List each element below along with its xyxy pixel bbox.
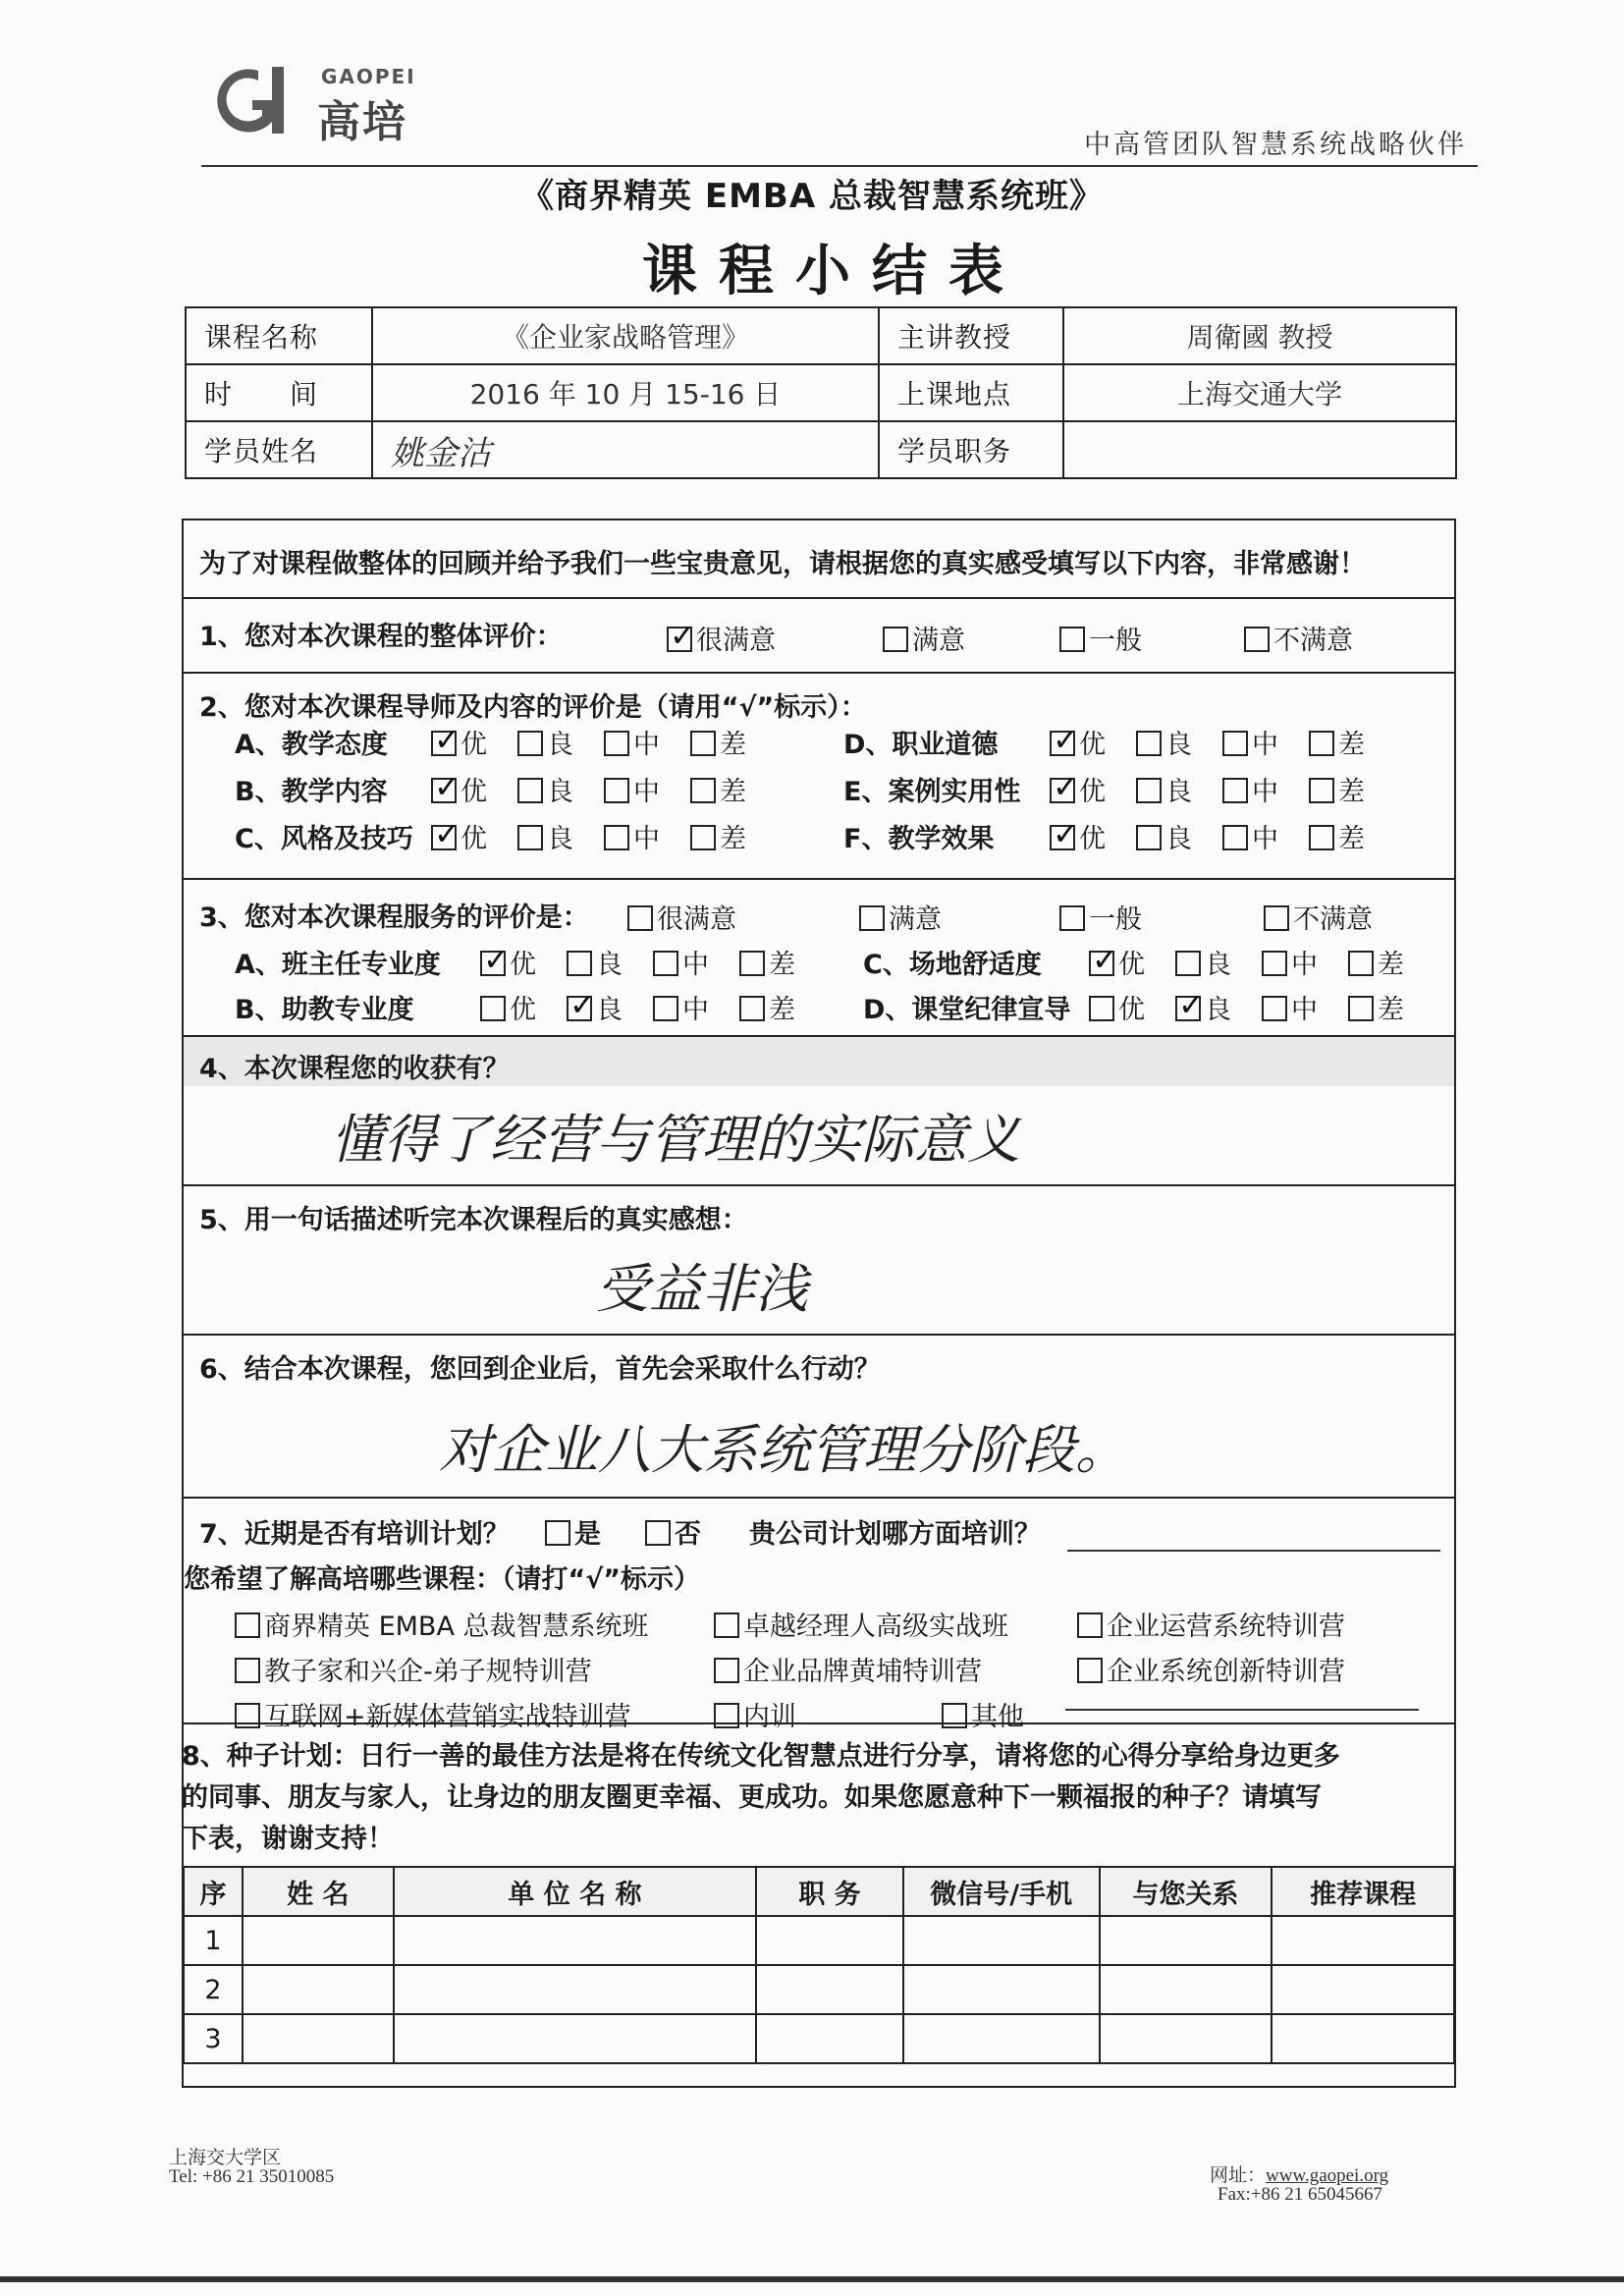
q3-rating-option[interactable]: 优 [1089,988,1175,1026]
seed-course-cell[interactable] [1272,1916,1454,1965]
q7-plan-input-line[interactable] [1067,1550,1440,1552]
checkbox-icon [1077,1613,1103,1638]
q3-label: 3、您对本次课程服务的评价是： [199,902,589,933]
q8-intro-line-1: 8、种子计划：日行一善的最佳方法是将在传统文化智慧点进行分享，请将您的心得分享给身边更多 [182,1741,1340,1772]
checkbox-icon [859,905,885,931]
checkbox-icon [1175,951,1201,976]
q2-rating-row [235,770,777,808]
q2-rating-row [235,723,777,761]
seed-column-header: 姓 名 [243,1867,394,1916]
question-4 [184,1035,1454,1186]
q3-item-label: C、场地舒适度 [863,950,1042,980]
checkbox-icon [739,996,765,1021]
course-option[interactable]: 企业运营系统特训营 [1077,1605,1345,1643]
q5-answer[interactable]: 受益非浅 [596,1258,808,1320]
q2-rating-option[interactable]: 良 [517,770,604,808]
q3-item-label: D、课堂纪律宣导 [863,995,1071,1025]
q2-rating-option[interactable]: 差 [690,723,777,761]
q3-rating-option[interactable]: 良 [567,943,653,981]
checkbox-icon [431,825,457,850]
professor-label: 主讲教授 [879,307,1063,364]
checkbox-icon [1309,825,1334,850]
checkbox-icon [883,627,908,652]
checkbox-icon [1136,825,1162,850]
q2-rating-row [843,770,1395,808]
question-7 [184,1497,1454,1732]
checkbox-icon [653,996,678,1021]
q2-rating-option[interactable]: 良 [1136,770,1222,808]
venue-label: 上课地点 [879,364,1063,421]
q3-rating-row [863,988,1435,1026]
q2-rating-row [235,817,777,855]
course-option[interactable]: 互联网+新媒体营销实战特训营 [235,1695,631,1733]
q2-rating-option[interactable]: ✓ 优 [1050,817,1136,855]
checkbox-icon [604,778,629,803]
q8-intro-line-3: 下表，谢谢支持！ [182,1824,394,1854]
q1-option[interactable]: 不满意 [1244,619,1353,657]
question-3 [184,878,1454,1037]
q2-rating-option[interactable]: 差 [690,817,777,855]
q2-rating-option[interactable]: ✓ 优 [431,817,517,855]
seed-name-cell[interactable] [243,2014,394,2063]
checkbox-icon [1348,951,1374,976]
checkbox-icon [1244,627,1270,652]
checkbox-icon [480,996,506,1021]
checkbox-icon [1136,778,1162,803]
checkbox-icon [714,1658,739,1683]
seed-relation-cell[interactable] [1100,2014,1272,2063]
q2-item-label: B、教学内容 [235,777,388,807]
seed-column-header: 微信号/手机 [903,1867,1100,1916]
q2-rating-option[interactable]: 差 [1309,723,1395,761]
q2-rating-row [843,817,1395,855]
q7-plan-question: 贵公司计划哪方面培训？ [749,1519,1041,1550]
seed-row-number: 2 [184,1965,243,2014]
professor-value: 周衛國 教授 [1063,307,1456,364]
q2-item-label: C、风格及技巧 [235,824,413,854]
q3-rating-option[interactable]: 中 [653,943,739,981]
question-1 [184,597,1454,674]
q2-rating-option[interactable]: 良 [1136,723,1222,761]
q3-rating-option[interactable]: 优 [480,988,567,1026]
q5-label: 5、用一句话描述听完本次课程后的真实感想： [199,1205,748,1235]
q2-rating-option[interactable]: 中 [604,817,690,855]
venue-value: 上海交通大学 [1063,364,1456,421]
checkbox-icon [1309,778,1334,803]
course-option[interactable]: 内训 [714,1695,796,1733]
company-logo [201,61,437,147]
checkbox-icon [1059,905,1085,931]
q2-rating-option[interactable]: 良 [1136,817,1222,855]
checkbox-icon [480,951,506,976]
seed-row-number: 1 [184,1916,243,1965]
logo-cn-text: 高培 [317,97,407,147]
student-name-label: 学员姓名 [186,421,372,478]
q2-rating-option[interactable]: 中 [1222,817,1309,855]
footer-fax: Fax:+86 21 65045667 [1218,2184,1382,2205]
q6-answer[interactable]: 对企业八大系统管理分阶段。 [439,1419,1128,1481]
q3-rating-option[interactable]: 中 [1262,988,1348,1026]
q7-courses-label: 您希望了解高培哪些课程：（请打“√”标示） [184,1564,700,1595]
question-2 [184,672,1454,880]
q2-rating-option[interactable]: 差 [1309,770,1395,808]
checkbox-icon [1264,905,1289,931]
info-row [186,421,1456,478]
table-row [184,1965,1454,2014]
time-label: 时 间 [186,364,372,421]
q7-label: 7、近期是否有培训计划？ [199,1519,510,1550]
q3-rating-option[interactable]: ✓ 优 [480,943,567,981]
seed-title-cell[interactable] [756,2014,903,2063]
seed-row-number: 3 [184,2014,243,2063]
q7-no-option[interactable]: 否 [645,1512,701,1551]
q7-yes-option[interactable]: 是 [545,1512,601,1551]
checkbox-icon [1050,778,1075,803]
seed-name-cell[interactable] [243,1916,394,1965]
q2-rating-option[interactable]: ✓ 优 [1050,723,1136,761]
seed-company-cell[interactable] [394,2014,756,2063]
checkbox-icon [235,1658,260,1683]
q3-option[interactable]: 一般 [1059,898,1142,936]
seed-contact-cell[interactable] [903,1916,1100,1965]
q2-label: 2、您对本次课程导师及内容的评价是（请用“√”标示）： [199,692,867,723]
q2-rating-option[interactable]: 良 [517,723,604,761]
q3-rating-option[interactable]: 中 [1262,943,1348,981]
q2-rating-option[interactable]: 中 [1222,723,1309,761]
campus-name: 上海交大学区 [169,2148,282,2168]
student-position-field[interactable] [1063,421,1456,478]
course-option[interactable]: 教子家和兴企-弟子规特训营 [235,1650,592,1688]
course-option[interactable]: 企业品牌黄埔特训营 [714,1650,982,1688]
seed-relation-cell[interactable] [1100,1965,1272,2014]
q2-rating-row [843,723,1395,761]
seed-company-cell[interactable] [394,1965,756,2014]
table-row [184,1916,1454,1965]
checkbox-icon [517,731,543,756]
checkbox-icon [690,778,716,803]
course-option[interactable]: 卓越经理人高级实战班 [714,1605,1008,1643]
checkbox-icon [667,627,692,652]
q4-answer[interactable]: 懂得了经营与管理的实际意义 [331,1109,1020,1171]
checkbox-icon [1262,996,1287,1021]
q3-rating-option[interactable]: 差 [1348,943,1435,981]
checkbox-icon [1222,731,1248,756]
checkbox-icon [567,996,592,1021]
header-divider [201,165,1478,167]
q2-item-label: E、案例实用性 [843,777,1021,807]
q7-other-input-line[interactable] [1065,1709,1419,1711]
seed-column-header: 单 位 名 称 [394,1867,756,1916]
footer-website [1210,2160,1388,2187]
checkbox-icon [1309,731,1334,756]
q8-intro-line-2: 的同事、朋友与家人，让身边的朋友圈更幸福、更成功。如果您愿意种下一颗福报的种子？请填写 [182,1782,1322,1813]
seed-course-cell[interactable] [1272,1965,1454,2014]
checkbox-icon [739,951,765,976]
checkbox-icon [627,905,653,931]
course-name-label: 课程名称 [186,307,372,364]
q2-item-label: A、教学态度 [235,730,388,760]
question-5 [184,1184,1454,1336]
checkbox-icon [1077,1658,1103,1683]
info-row [186,307,1456,364]
q2-item-label: F、教学效果 [843,824,995,854]
checkbox-icon [653,951,678,976]
seed-title-cell[interactable] [756,1965,903,2014]
q1-option[interactable]: 满意 [883,619,965,657]
checkbox-icon [1089,951,1114,976]
checkbox-icon [1059,627,1085,652]
checkbox-icon [1222,778,1248,803]
time-value: 2016 年 10 月 15-16 日 [372,364,879,421]
seed-company-cell[interactable] [394,1916,756,1965]
table-row [184,2014,1454,2063]
q1-option[interactable]: ✓ 很满意 [667,619,776,657]
q2-rating-option[interactable]: 中 [604,723,690,761]
q3-rating-row [863,943,1435,981]
checkbox-icon [604,731,629,756]
checkbox-icon [1222,825,1248,850]
website-label: 网址： [1210,2165,1267,2186]
program-name: 《商界精英 EMBA 总裁智慧系统班》 [520,177,1104,216]
checkbox-icon [1262,951,1287,976]
page-title: 课程小结表 [642,240,1025,303]
checkbox-icon [431,778,457,803]
q2-rating-option[interactable]: ✓ 优 [431,723,517,761]
course-option[interactable]: 其他 [942,1695,1024,1733]
course-option[interactable]: 企业系统创新特训营 [1077,1650,1345,1688]
checkbox-icon [431,731,457,756]
checkbox-icon [645,1520,671,1546]
seed-contact-cell[interactable] [903,1965,1100,2014]
website-link[interactable]: www.gaopei.org [1266,2165,1389,2186]
q3-item-label: B、助教专业度 [235,995,414,1025]
logo-en-text: GAOPEI [321,65,416,88]
seed-relation-cell[interactable] [1100,1916,1272,1965]
checkbox-icon [604,825,629,850]
checkbox-icon [235,1613,260,1638]
checkbox-icon [1175,996,1201,1021]
q3-rating-row [235,943,826,981]
q4-label: 4、本次课程您的收获有？ [184,1037,1454,1086]
seed-column-header: 序 [184,1867,243,1916]
checkbox-icon [1050,825,1075,850]
seed-contact-cell[interactable] [903,2014,1100,2063]
q2-rating-option[interactable]: 差 [690,770,777,808]
q1-label: 1、您对本次课程的整体评价： [199,622,563,652]
course-option[interactable]: 商界精英 EMBA 总裁智慧系统班 [235,1605,649,1643]
q3-rating-option[interactable]: 中 [653,988,739,1026]
checkbox-icon [545,1520,570,1546]
q2-rating-option[interactable]: 差 [1309,817,1395,855]
q3-item-label: A、班主任专业度 [235,950,441,980]
checkbox-icon [690,731,716,756]
question-6 [184,1334,1454,1499]
checkbox-icon [1136,731,1162,756]
q2-rating-option[interactable]: ✓ 优 [1050,770,1136,808]
checkbox-icon [1348,996,1374,1021]
checkbox-icon [567,951,592,976]
checkbox-icon [1050,731,1075,756]
q3-rating-option[interactable]: ✓ 优 [1089,943,1175,981]
q2-rating-option[interactable]: 中 [1222,770,1309,808]
seed-column-header: 推荐课程 [1272,1867,1454,1916]
seed-name-cell[interactable] [243,1965,394,2014]
q3-rating-option[interactable]: 良 [1175,943,1262,981]
course-name-value: 《企业家战略管理》 [372,307,879,364]
tagline: 中高管团队智慧系统战略伙伴 [1084,130,1467,160]
q3-rating-option[interactable]: 差 [739,988,826,1026]
seed-plan-table [183,1866,1455,2064]
footer-tel: Tel: +86 21 35010085 [169,2166,335,2187]
q2-rating-option[interactable]: ✓ 优 [431,770,517,808]
q3-rating-row [235,988,826,1026]
checkbox-icon [517,778,543,803]
checkbox-icon [1089,996,1114,1021]
q6-label: 6、结合本次课程，您回到企业后，首先会采取什么行动？ [199,1354,881,1385]
q3-option[interactable]: 满意 [859,898,942,936]
q3-option[interactable]: 很满意 [627,898,736,936]
course-info-table [185,306,1457,479]
seed-course-cell[interactable] [1272,2014,1454,2063]
scan-edge [0,2276,1624,2282]
q2-rating-option[interactable]: 良 [517,817,604,855]
gaopei-logo-icon [201,61,309,139]
q3-rating-option[interactable]: ✓ 良 [567,988,653,1026]
q1-option[interactable]: 一般 [1059,619,1142,657]
seed-title-cell[interactable] [756,1916,903,1965]
info-row [186,364,1456,421]
q3-rating-option[interactable]: 差 [739,943,826,981]
survey-intro: 为了对课程做整体的回顾并给予我们一些宝贵意见，请根据您的真实感受填写以下内容，非常感谢！ [199,549,1366,579]
q3-rating-option[interactable]: ✓ 良 [1175,988,1262,1026]
checkbox-icon [690,825,716,850]
student-name-field[interactable]: 姚金沽 [372,421,879,478]
checkbox-icon [714,1613,739,1638]
q2-item-label: D、职业道德 [843,730,999,760]
survey-form [182,519,1456,2088]
seed-table-header [184,1867,1454,1916]
q2-rating-option[interactable]: 中 [604,770,690,808]
seed-column-header: 与您关系 [1100,1867,1272,1916]
q3-option[interactable]: 不满意 [1264,898,1373,936]
checkbox-icon [517,825,543,850]
student-position-label: 学员职务 [879,421,1063,478]
q3-rating-option[interactable]: 差 [1348,988,1435,1026]
seed-column-header: 职 务 [756,1867,903,1916]
